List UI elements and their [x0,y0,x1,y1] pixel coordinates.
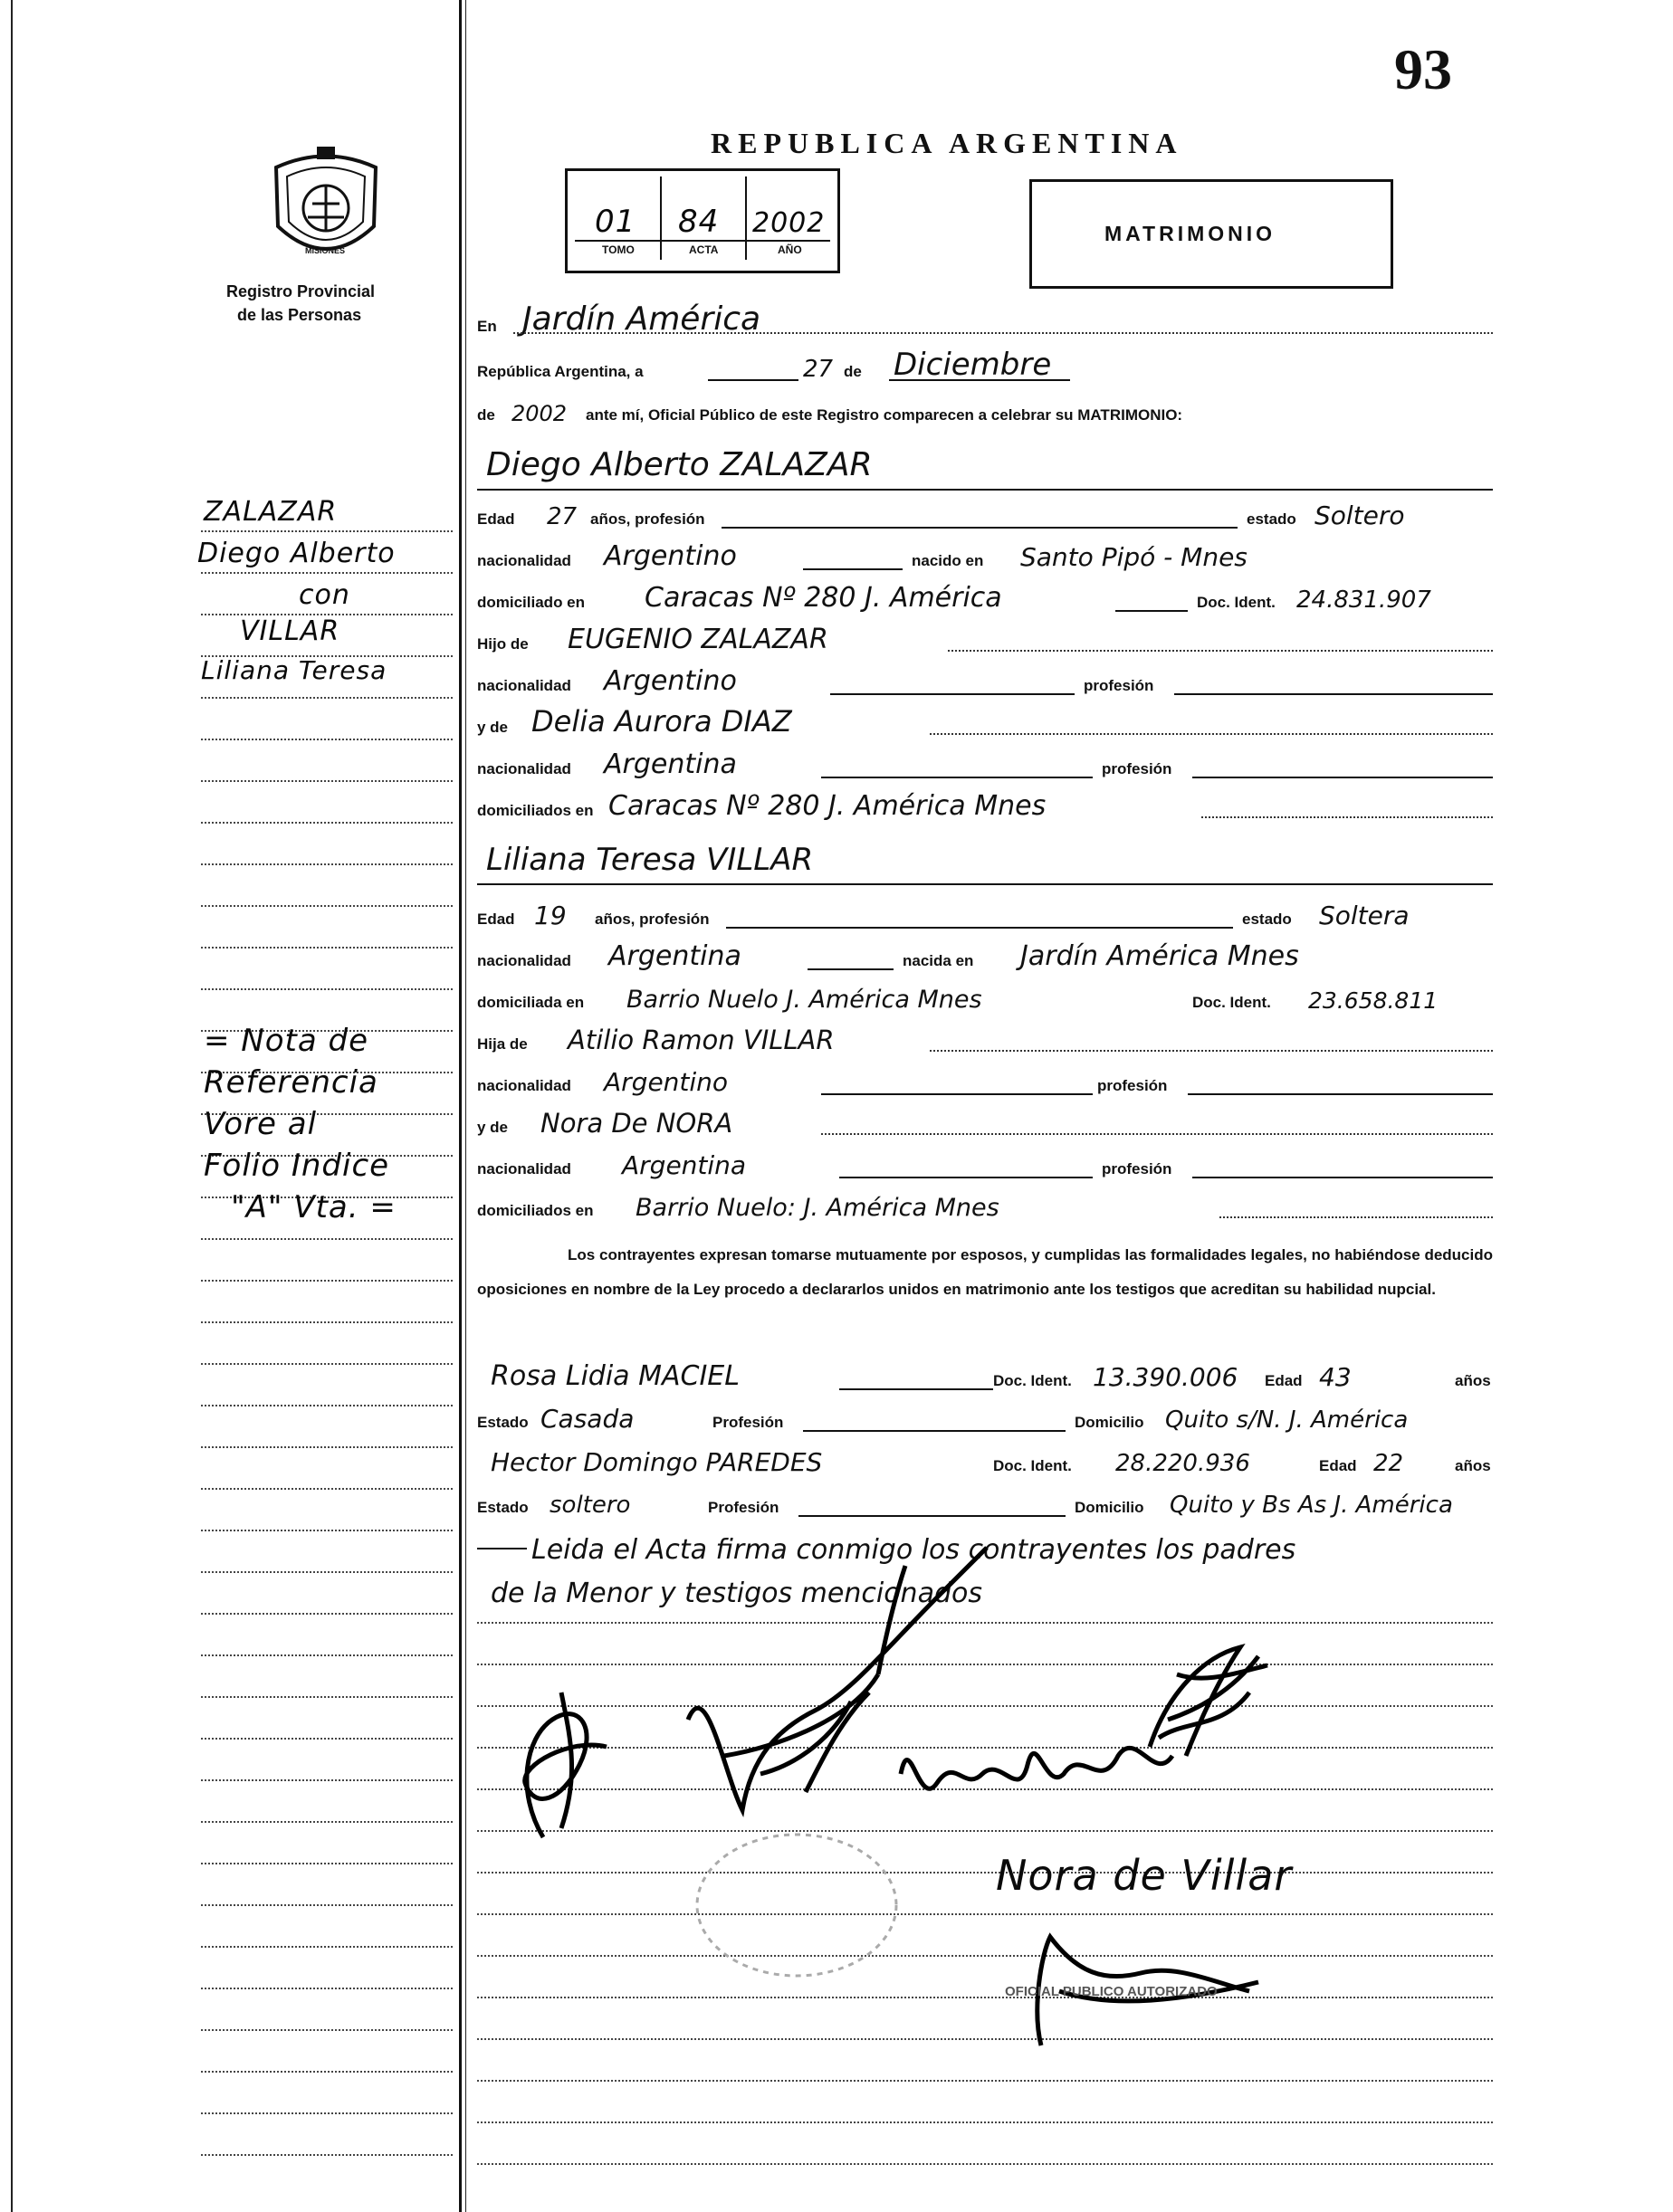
signature-ruled-line [477,2080,1493,2082]
groom-mother-nac-line [477,746,1493,784]
record-box-inner [575,176,830,260]
margin-ruled-line [201,1988,453,1989]
bride-estado-label: estado [1242,911,1292,928]
tomo-cell [575,176,662,260]
month-underline [889,379,1070,381]
margin-ruled-line [201,1446,453,1448]
witness2-dom: Quito y Bs As J. América [1170,1492,1453,1519]
witness1-name: Rosa Lidia MACIEL [491,1360,740,1392]
margin-ruled-line [201,947,453,949]
closing-text2: de la Menor y testigos mencionados [491,1578,982,1609]
ano-label: AÑO [778,243,802,256]
place-line [477,300,1493,341]
witness1-doc: 13.390.006 [1093,1362,1238,1392]
witness1-name-underline [839,1388,993,1390]
year-value: 2002 [511,401,568,426]
margin-ruled-line [201,863,453,865]
bride-father-prof-label: profesión [1097,1077,1168,1094]
margin-ruled-line [201,2071,453,2073]
margin-ruled-line [201,1696,453,1698]
groom-yde-label: y de [477,719,509,736]
margin-ruled-line [201,1488,453,1490]
groom-parents-dom-label: domiciliados en [477,802,594,819]
groom-father-prof-underline [1174,693,1493,695]
bride-nacida: Jardín América Mnes [1020,940,1299,972]
date-line [477,348,1493,386]
provincial-seal [267,145,385,272]
bride-nac-underline [808,968,894,970]
groom-father-nac-underline [830,693,1075,695]
groom-doc: 24.831.907 [1296,586,1431,614]
groom-yde-line [477,704,1493,742]
groom-nac-label: nacionalidad [477,552,571,569]
groom-estado-label: estado [1247,510,1296,528]
place-value: Jardín América [522,300,761,338]
signature-ruled-line [477,2163,1493,2165]
signature-ruled-line [477,2038,1493,2040]
margin-ruled-line [201,1530,453,1531]
groom-yde-dots [930,733,1493,735]
ano-value: 2002 [752,207,826,239]
groom-edad-line [477,496,1493,534]
groom-parents-dom-line [477,787,1493,825]
margin-ruled-line [201,739,453,740]
witness2-prof-label: Profesión [708,1499,779,1516]
column-divider [459,0,462,2212]
groom-hijo-label: Hijo de [477,635,529,653]
witness2-edad-label: Edad [1319,1457,1357,1474]
bride-dom: Barrio Nuelo J. América Mnes [626,986,982,1014]
acta-value: 84 [678,204,720,240]
margin-ref1: = Nota de [204,1023,369,1059]
margin-ruled-line [201,988,453,990]
bride-mother-prof-label: profesión [1102,1160,1172,1178]
margin-ruled-line [201,1321,453,1323]
bride-mother: Nora De NORA [540,1108,733,1139]
margin-ref4: Folio Indice [204,1148,390,1184]
bride-parents-dom-label: domiciliados en [477,1202,594,1219]
margin-ruled-line [201,1238,453,1240]
witness2-doc: 28.220.936 [1115,1450,1250,1477]
signature-ruled-line [477,1955,1493,1957]
bride-father: Atilio Ramon VILLAR [568,1025,835,1055]
closing-dash [477,1548,527,1549]
bride-edad-line [477,896,1493,934]
groom-name: Diego Alberto ZALAZAR [486,446,873,483]
margin-ruled-line [201,2154,453,2156]
tomo-value: 01 [595,204,636,240]
bride-name-line [477,833,1493,882]
signature-ruled-line [477,1997,1493,1998]
groom-name-line [477,440,1493,487]
margin-ruled-line [201,1946,453,1948]
declaration-text: Los contrayentes expresan tomarse mutuamente por esposos, y cumplidas las formalidades legales, no habiéndose deducido oposiciones en nombre de la Ley procedo a declararlos unidos en matrimonio ante los testigos que acreditan su habilidad nupcial. [477,1246,1493,1298]
groom-mother-nac: Argentina [604,748,737,780]
bride-dom-label: domiciliada en [477,994,585,1011]
groom-mother: Delia Aurora DIAZ [531,704,792,739]
signature-groom [507,1683,634,1846]
witness1-edad-label: Edad [1265,1372,1303,1389]
witness2-name: Hector Domingo PAREDES [491,1447,823,1477]
witness1-estado-label: Estado [477,1414,529,1431]
bride-mother-nac-label: nacionalidad [477,1160,571,1178]
signature-mother-text: Nora de Villar [996,1851,1293,1900]
margin-ruled-line [201,2112,453,2114]
groom-doc-label: Doc. Ident. [1197,594,1276,611]
bride-yde-line [477,1104,1493,1142]
ano-divider [745,240,830,242]
margin-ruled-line [201,697,453,699]
record-type-box [1029,179,1393,289]
bride-father-nac-line [477,1063,1493,1101]
margin-ruled-line [201,1779,453,1781]
margin-ruled-line [201,1654,453,1656]
official-stamp: OFICIAL PUBLICO AUTORIZADO [1005,1984,1218,1999]
acta-label: ACTA [689,243,719,256]
groom-dom-label: domiciliado en [477,594,586,611]
groom-prof-underline [722,527,1238,529]
day-value: 27 [803,356,834,383]
witness1-prof-label: Profesión [712,1414,784,1431]
bride-doc: 23.658.811 [1308,987,1439,1014]
bride-yde-label: y de [477,1119,509,1136]
groom-edad: 27 [547,503,578,530]
registry-line1: Registro Provincial [226,282,376,300]
groom-anos-label: años, profesión [590,510,705,528]
signature-ruled-line [477,2121,1493,2123]
margin-ruled-line [201,1571,453,1573]
margin-given1: Diego Alberto [197,538,396,569]
bride-edad-label: Edad [477,911,515,928]
en-label: En [477,318,497,335]
witness2-estado: soltero [550,1492,631,1519]
page-number: 93 [1394,37,1452,101]
witness1-doc-label: Doc. Ident. [993,1372,1072,1389]
intro-text: ante mí, Oficial Público de este Registro comparecen a celebrar su MATRIMONIO: [586,406,1183,424]
margin-ruled-line [201,530,453,532]
margin-ruled-line [201,1738,453,1740]
acta-cell [660,176,747,260]
groom-nacido: Santo Pipó - Mnes [1020,542,1248,572]
groom-parents-dom-dots [1201,816,1493,818]
witness2-anos-label: años [1455,1457,1491,1474]
place-dots [513,332,1493,334]
groom-nac: Argentino [604,540,737,572]
margin-ruled-line [201,1363,453,1365]
bride-mother-nac-line [477,1146,1493,1184]
witness2-dom-label: Domicilio [1075,1499,1144,1516]
signature-ruled-line [477,1872,1493,1874]
margin-ref5: "A" Vta. = [231,1189,397,1225]
bride-father-nac-label: nacionalidad [477,1077,571,1094]
bride-hija-line [477,1021,1493,1059]
official-seal-stamp [688,1828,905,1982]
groom-father-prof-label: profesión [1084,677,1154,694]
witness1-estado: Casada [540,1404,635,1434]
groom-nac-underline [803,568,903,570]
bride-name-rule [477,883,1493,885]
witness2-prof-underline [798,1515,1066,1517]
margin-con: con [299,579,350,611]
witness1-name-line [477,1358,1493,1396]
bride-hija-dots [930,1050,1493,1052]
groom-dom: Caracas Nº 280 J. América [645,582,1002,614]
witness1-dom-label: Domicilio [1075,1414,1144,1431]
groom-hijo-line [477,621,1493,659]
margin-ruled-line [201,1821,453,1823]
record-type: MATRIMONIO [1104,222,1276,245]
groom-father: EUGENIO ZALAZAR [568,624,828,655]
margin-ruled-line [201,905,453,907]
de-label: de [844,363,862,380]
witness2-doc-label: Doc. Ident. [993,1457,1072,1474]
republica-label: República Argentina, a [477,363,644,380]
bride-father-nac: Argentino [604,1067,729,1097]
groom-father-nac: Argentino [604,665,737,697]
bride-mother-nac: Argentina [622,1150,747,1180]
witness1-dom: Quito s/N. J. América [1165,1406,1409,1434]
margin-ruled-line [201,1280,453,1282]
margin-given2: Liliana Teresa [201,655,387,685]
margin-ruled-line [201,1405,453,1406]
margin-ruled-line [201,572,453,574]
witness2-estado-line [477,1484,1493,1522]
bride-parents-dom: Barrio Nuelo: J. América Mnes [636,1194,999,1222]
country-heading: REPUBLICA ARGENTINA [711,127,1183,159]
signature-ruled-line [477,1913,1493,1915]
witness2-name-line [477,1443,1493,1481]
bride-anos-label: años, profesión [595,911,710,928]
witness1-anos-label: años [1455,1372,1491,1389]
bride-edad: 19 [534,901,567,930]
groom-mother-prof-underline [1192,777,1493,778]
margin-ruled-line [201,1863,453,1864]
bride-father-nac-underline [821,1093,1093,1095]
bride-doc-label: Doc. Ident. [1192,994,1271,1011]
bride-prof-underline [726,927,1233,929]
groom-parents-dom: Caracas Nº 280 J. América Mnes [608,790,1047,822]
witness2-estado-label: Estado [477,1499,529,1516]
bride-yde-dots [821,1133,1493,1135]
bride-parents-dom-line [477,1187,1493,1225]
bride-hija-label: Hija de [477,1035,528,1053]
bride-nac-label: nacionalidad [477,952,571,969]
groom-estado: Soltero [1314,501,1405,530]
witness1-estado-line [477,1399,1493,1437]
groom-name-rule [477,489,1493,491]
groom-father-nac-label: nacionalidad [477,677,571,694]
bride-name: Liliana Teresa VILLAR [486,842,814,878]
bride-dom-line [477,979,1493,1017]
day-underline [708,379,798,381]
bride-nacida-label: nacida en [903,952,974,969]
registry-line2: de las Personas [237,306,362,324]
column-divider-inner [465,0,466,2212]
groom-mother-nac-label: nacionalidad [477,760,571,777]
ano-cell [745,176,830,260]
groom-hijo-dots [948,650,1493,652]
groom-mother-prof-label: profesión [1102,760,1172,777]
seal-text: MISIONES [305,246,346,255]
month-value: Diciembre [894,347,1052,383]
margin-ruled-line [201,822,453,824]
witness1-prof-underline [803,1430,1066,1432]
year-line [477,392,1493,430]
groom-father-nac-line [477,663,1493,701]
margin-ruled-line [201,780,453,782]
closing-text1: Leida el Acta firma conmigo los contrayentes los padres [531,1534,1296,1566]
acta-divider [660,240,745,242]
tomo-label: TOMO [602,243,635,256]
bride-nac-line [477,938,1493,976]
tomo-divider [575,240,660,242]
groom-mother-nac-underline [821,777,1093,778]
margin-surname2: VILLAR [240,615,340,647]
signature-witness2 [1132,1638,1276,1774]
witness1-edad: 43 [1319,1362,1352,1392]
bride-nac: Argentina [608,940,741,972]
margin-ref2: Referencia [204,1064,378,1101]
bride-estado: Soltera [1319,901,1410,930]
margin-ruled-line [201,1613,453,1615]
margin-ref3: Vore al [204,1106,318,1142]
bride-mother-nac-underline [839,1177,1093,1178]
margin-surname1: ZALAZAR [204,496,338,528]
margin-ruled-line [201,1904,453,1906]
bride-father-prof-underline [1188,1093,1493,1095]
record-box [565,168,840,273]
groom-nacido-label: nacido en [912,552,984,569]
groom-nac-line [477,538,1493,576]
bride-parents-dom-dots [1219,1216,1493,1218]
groom-dom-line [477,579,1493,617]
witness2-edad: 22 [1373,1450,1404,1477]
bride-mother-prof-underline [1192,1177,1493,1178]
de-year-label: de [477,406,495,424]
left-margin-rule [11,0,13,2212]
margin-ruled-line [201,2029,453,2031]
groom-dom-underline [1115,610,1188,612]
groom-edad-label: Edad [477,510,515,528]
